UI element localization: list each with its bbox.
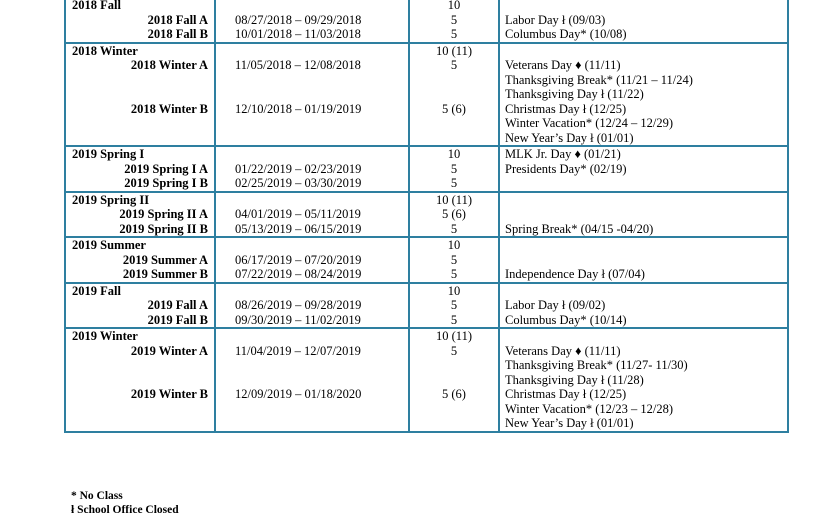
term-weeks-cell <box>409 43 499 147</box>
session-weeks: 5 (6) <box>442 207 466 221</box>
holiday-item: Spring Break* (04/15 -04/20) <box>505 221 654 236</box>
spacer <box>216 358 408 373</box>
spacer <box>216 147 408 162</box>
spacer <box>216 373 408 388</box>
spacer <box>66 131 214 146</box>
session-dates: 08/26/2019 – 09/28/2019 <box>235 298 362 312</box>
session-name: 2019 Fall A <box>147 298 208 312</box>
session-dates: 01/22/2019 – 02/23/2019 <box>235 161 362 176</box>
term-title: 2019 Spring I <box>72 147 145 161</box>
session-weeks: 5 (6) <box>442 387 466 401</box>
holiday-item: Columbus Day* (10/14) <box>505 312 627 327</box>
holiday-item: Christmas Day ł (12/25) <box>505 101 627 116</box>
session-name: 2019 Summer A <box>122 252 208 267</box>
session-name: 2019 Spring I B <box>124 176 208 190</box>
holiday-item: Thanksgiving Break* (11/21 – 11/24) <box>505 72 693 87</box>
holiday-item: Labor Day ł (09/03) <box>505 12 606 27</box>
term-name-cell <box>65 192 215 238</box>
term-title: 2019 Winter <box>72 329 138 343</box>
term-total-weeks: 10 <box>447 238 461 252</box>
holiday-item: Thanksgiving Break* (11/27- 11/30) <box>505 358 688 372</box>
spacer <box>410 87 498 102</box>
term-holidays-cell <box>499 43 788 147</box>
session-name: 2018 Fall B <box>147 27 208 41</box>
term-holidays-cell <box>499 146 788 192</box>
spacer <box>216 284 408 299</box>
term-dates-cell <box>215 283 409 329</box>
term-weeks-cell <box>409 237 499 283</box>
holiday-item: Independence Day ł (07/04) <box>505 267 645 281</box>
term-weeks-cell <box>409 0 499 43</box>
term-name-cell <box>65 283 215 329</box>
term-total-weeks: 10 (11) <box>436 192 472 207</box>
term-weeks-cell <box>409 283 499 329</box>
session-dates: 04/01/2019 – 05/11/2019 <box>235 207 361 221</box>
holiday-item: Thanksgiving Day ł (11/28) <box>505 372 644 387</box>
spacer <box>216 116 408 131</box>
session-dates: 11/04/2019 – 12/07/2019 <box>235 343 361 358</box>
session-weeks: 5 <box>450 343 458 358</box>
spacer <box>216 329 408 344</box>
holiday-item: Columbus Day* (10/08) <box>505 27 627 41</box>
holiday-item: Winter Vacation* (12/24 – 12/29) <box>505 116 673 130</box>
term-holidays-cell <box>499 192 788 238</box>
session-weeks: 5 <box>450 298 458 312</box>
spacer <box>66 416 214 431</box>
spacer <box>410 358 498 373</box>
spacer <box>500 0 787 13</box>
term-name-cell <box>65 328 215 432</box>
spacer <box>410 116 498 131</box>
spacer <box>66 73 214 88</box>
session-dates: 11/05/2018 – 12/08/2018 <box>235 58 361 72</box>
term-total-weeks: 10 (11) <box>436 43 472 58</box>
term-title: 2019 Spring II <box>72 192 150 207</box>
session-name: 2019 Winter B <box>130 387 208 401</box>
term-row <box>65 146 788 192</box>
term-total-weeks: 10 <box>447 0 461 12</box>
term-dates-cell <box>215 43 409 147</box>
session-weeks: 5 <box>450 161 458 176</box>
spacer <box>500 193 787 208</box>
session-name: 2019 Summer B <box>122 267 208 281</box>
holiday-item: Winter Vacation* (12/23 – 12/28) <box>505 401 673 416</box>
spacer <box>216 87 408 102</box>
spacer <box>216 416 408 431</box>
legend-notes <box>71 489 179 517</box>
holiday-item: Labor Day ł (09/02) <box>505 298 606 312</box>
spacer <box>410 373 498 388</box>
spacer <box>216 44 408 59</box>
spacer <box>410 131 498 146</box>
session-name: 2019 Spring II B <box>119 221 208 236</box>
holiday-item: MLK Jr. Day ♦ (01/21) <box>505 147 621 161</box>
spacer <box>500 329 787 344</box>
spacer <box>410 402 498 417</box>
term-holidays-cell <box>499 0 788 43</box>
session-weeks: 5 <box>450 267 458 281</box>
spacer <box>216 131 408 146</box>
session-weeks: 5 <box>450 252 458 267</box>
spacer <box>500 44 787 59</box>
term-row <box>65 237 788 283</box>
legend-no-class: * No Class <box>71 490 123 502</box>
holiday-item: Presidents Day* (02/19) <box>505 161 627 176</box>
term-total-weeks: 10 <box>447 283 461 298</box>
session-name: 2019 Spring II A <box>119 207 208 221</box>
term-title: 2019 Summer <box>72 238 146 252</box>
session-weeks: 5 <box>450 221 458 236</box>
spacer <box>66 87 214 102</box>
session-weeks: 5 <box>450 312 458 327</box>
holiday-item: Veterans Day ♦ (11/11) <box>505 343 621 358</box>
session-name: 2019 Spring I A <box>124 161 208 176</box>
holiday-item: Thanksgiving Day ł (11/22) <box>505 87 644 101</box>
spacer <box>216 193 408 208</box>
term-weeks-cell <box>409 328 499 432</box>
spacer <box>410 73 498 88</box>
term-row <box>65 328 788 432</box>
session-name: 2019 Fall B <box>147 312 208 327</box>
term-dates-cell <box>215 192 409 238</box>
term-name-cell <box>65 146 215 192</box>
session-weeks: 5 <box>450 176 458 190</box>
spacer <box>216 73 408 88</box>
term-dates-cell <box>215 146 409 192</box>
academic-calendar-table <box>64 0 789 433</box>
session-name: 2018 Winter B <box>130 101 208 116</box>
holiday-item: New Year’s Day ł (01/01) <box>505 416 634 430</box>
spacer <box>500 253 787 268</box>
term-dates-cell <box>215 0 409 43</box>
spacer <box>66 358 214 373</box>
term-total-weeks: 10 <box>447 147 461 161</box>
term-holidays-cell <box>499 328 788 432</box>
session-name: 2018 Fall A <box>147 12 208 27</box>
term-dates-cell <box>215 237 409 283</box>
term-name-cell <box>65 237 215 283</box>
session-dates: 09/30/2019 – 11/02/2019 <box>235 312 361 327</box>
session-dates: 07/22/2019 – 08/24/2019 <box>235 267 362 281</box>
holiday-item: New Year’s Day ł (01/01) <box>505 130 634 145</box>
spacer <box>66 402 214 417</box>
spacer <box>216 0 408 13</box>
holiday-item: Veterans Day ♦ (11/11) <box>505 58 621 72</box>
legend-office-closed: ł School Office Closed <box>71 504 179 516</box>
term-holidays-cell <box>499 237 788 283</box>
term-row <box>65 0 788 43</box>
session-weeks: 5 (6) <box>442 101 466 116</box>
spacer <box>216 238 408 253</box>
term-dates-cell <box>215 328 409 432</box>
spacer <box>500 238 787 253</box>
spacer <box>500 284 787 299</box>
term-name-cell <box>65 0 215 43</box>
session-dates: 02/25/2019 – 03/30/2019 <box>235 176 362 190</box>
term-row <box>65 192 788 238</box>
session-dates: 12/10/2018 – 01/19/2019 <box>235 101 362 116</box>
term-row <box>65 43 788 147</box>
spacer <box>500 176 787 191</box>
term-title: 2018 Winter <box>72 43 138 58</box>
session-dates: 06/17/2019 – 07/20/2019 <box>235 252 362 267</box>
term-row <box>65 283 788 329</box>
spacer <box>216 402 408 417</box>
spacer <box>66 116 214 131</box>
spacer <box>500 207 787 222</box>
term-title: 2019 Fall <box>72 283 121 298</box>
session-weeks: 5 <box>450 12 458 27</box>
session-name: 2019 Winter A <box>130 343 208 358</box>
spacer <box>66 373 214 388</box>
term-weeks-cell <box>409 146 499 192</box>
term-holidays-cell <box>499 283 788 329</box>
session-weeks: 5 <box>450 58 458 72</box>
spacer <box>410 416 498 431</box>
session-dates: 08/27/2018 – 09/29/2018 <box>235 12 362 27</box>
calendar-body <box>65 0 788 432</box>
session-dates: 10/01/2018 – 11/03/2018 <box>235 27 361 41</box>
term-weeks-cell <box>409 192 499 238</box>
term-title: 2018 Fall <box>72 0 121 12</box>
session-name: 2018 Winter A <box>130 58 208 72</box>
session-dates: 12/09/2019 – 01/18/2020 <box>235 387 362 401</box>
session-weeks: 5 <box>450 27 458 41</box>
term-total-weeks: 10 (11) <box>436 329 472 343</box>
holiday-item: Christmas Day ł (12/25) <box>505 387 627 401</box>
term-name-cell <box>65 43 215 147</box>
session-dates: 05/13/2019 – 06/15/2019 <box>235 221 362 236</box>
